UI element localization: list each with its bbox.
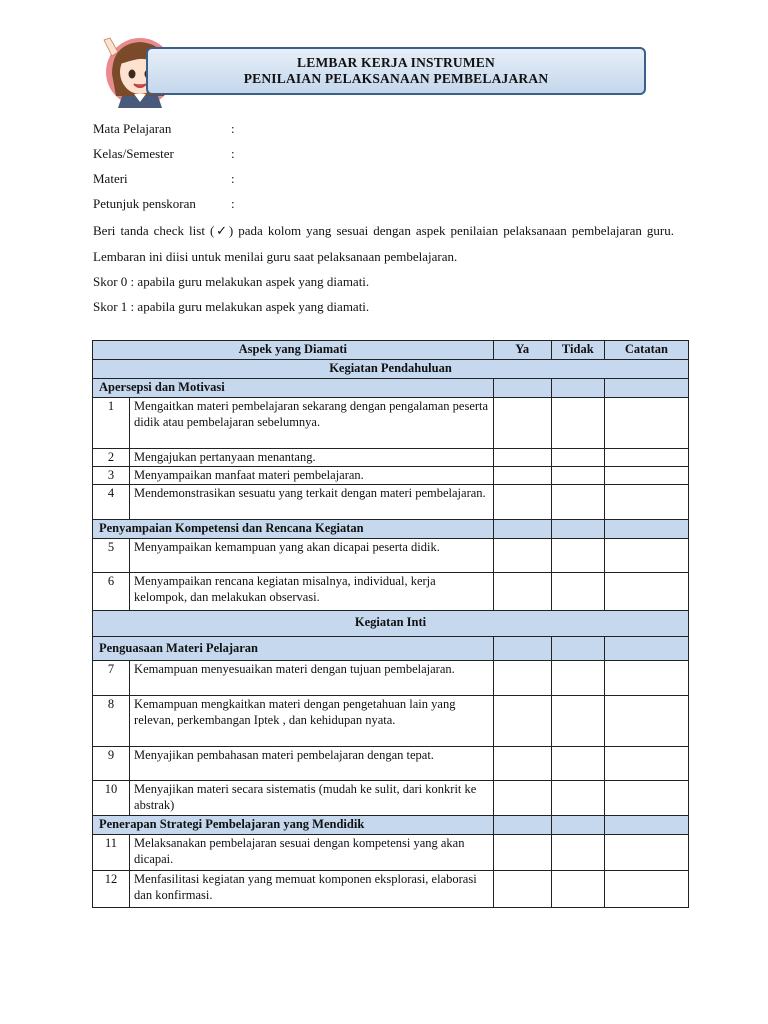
tidak-cell[interactable] xyxy=(551,467,604,485)
ya-cell[interactable] xyxy=(493,696,551,747)
tidak-cell[interactable] xyxy=(551,573,604,611)
tidak-cell[interactable] xyxy=(551,696,604,747)
item-number: 7 xyxy=(93,661,130,696)
header-ya: Ya xyxy=(493,341,551,360)
subsection-row xyxy=(93,379,689,398)
title-line-2: PENILAIAN PELAKSANAAN PEMBELAJARAN xyxy=(243,71,549,86)
ya-cell[interactable] xyxy=(493,379,551,398)
ya-cell[interactable] xyxy=(493,835,551,871)
section-title: Kegiatan Pendahuluan xyxy=(93,360,689,379)
tidak-cell[interactable] xyxy=(551,520,604,539)
subsection-row xyxy=(93,816,689,835)
table-row xyxy=(93,835,689,871)
item-text: Mendemonstrasikan sesuatu yang terkait dengan materi pembelajaran. xyxy=(130,485,494,520)
ya-cell[interactable] xyxy=(493,539,551,573)
catatan-cell[interactable] xyxy=(604,520,688,539)
ya-cell[interactable] xyxy=(493,449,551,467)
catatan-cell[interactable] xyxy=(604,637,688,661)
item-text: Menyampaikan kemampuan yang akan dicapai peserta didik. xyxy=(130,539,494,573)
field-separator: : xyxy=(231,196,235,211)
field-kelas-semester xyxy=(93,144,675,169)
tidak-cell[interactable] xyxy=(551,485,604,520)
ya-cell[interactable] xyxy=(493,747,551,781)
ya-cell[interactable] xyxy=(493,467,551,485)
subsection-row xyxy=(93,520,689,539)
catatan-cell[interactable] xyxy=(604,573,688,611)
catatan-cell[interactable] xyxy=(604,398,688,449)
section-row xyxy=(93,611,689,637)
table-row xyxy=(93,467,689,485)
item-number: 8 xyxy=(93,696,130,747)
ya-cell[interactable] xyxy=(493,661,551,696)
tidak-cell[interactable] xyxy=(551,781,604,816)
table-row xyxy=(93,573,689,611)
catatan-cell[interactable] xyxy=(604,449,688,467)
item-number: 5 xyxy=(93,539,130,573)
item-number: 1 xyxy=(93,398,130,449)
subsection-title: Penguasaan Materi Pelajaran xyxy=(93,637,494,661)
subsection-row xyxy=(93,637,689,661)
table-row xyxy=(93,696,689,747)
title-banner xyxy=(146,47,646,95)
ya-cell[interactable] xyxy=(493,816,551,835)
table-row xyxy=(93,449,689,467)
ya-cell[interactable] xyxy=(493,520,551,539)
item-text: Melaksanakan pembelajaran sesuai dengan kompetensi yang akan dicapai. xyxy=(130,835,494,871)
instruction-paragraph: Beri tanda check list (✓) pada kolom yang sesuai dengan aspek penilaian pelaksanaan pembelajaran guru. Lembaran ini diisi untuk menilai guru saat pelaksanaan pembelajaran. xyxy=(93,223,674,264)
catatan-cell[interactable] xyxy=(604,467,688,485)
item-number: 3 xyxy=(93,467,130,485)
catatan-cell[interactable] xyxy=(604,871,688,908)
tidak-cell[interactable] xyxy=(551,539,604,573)
item-text: Mengajukan pertanyaan menantang. xyxy=(130,449,494,467)
ya-cell[interactable] xyxy=(493,637,551,661)
item-text: Kemampuan mengkaitkan materi dengan pengetahuan lain yang relevan, perkembangan Iptek , dan kehidupan nyata. xyxy=(130,696,494,747)
tidak-cell[interactable] xyxy=(551,871,604,908)
tidak-cell[interactable] xyxy=(551,835,604,871)
title-line-1: LEMBAR KERJA INSTRUMEN xyxy=(297,55,495,70)
table-row xyxy=(93,871,689,908)
field-separator: : xyxy=(231,171,235,186)
field-separator: : xyxy=(231,121,235,136)
info-fields xyxy=(93,119,675,219)
score-1-text: Skor 1 : apabila guru melakukan aspek yang diamati. xyxy=(93,299,370,314)
catatan-cell[interactable] xyxy=(604,661,688,696)
item-number: 2 xyxy=(93,449,130,467)
item-number: 4 xyxy=(93,485,130,520)
subsection-title: Penerapan Strategi Pembelajaran yang Mendidik xyxy=(93,816,494,835)
item-text: Mengaitkan materi pembelajaran sekarang dengan pengalaman peserta didik atau pembelajaran sebelumnya. xyxy=(130,398,494,449)
score-0-text: Skor 0 : apabila guru melakukan aspek yang diamati. xyxy=(93,274,370,289)
item-text: Menfasilitasi kegiatan yang memuat komponen eksplorasi, elaborasi dan konfirmasi. xyxy=(130,871,494,908)
ya-cell[interactable] xyxy=(493,485,551,520)
item-number: 9 xyxy=(93,747,130,781)
tidak-cell[interactable] xyxy=(551,747,604,781)
catatan-cell[interactable] xyxy=(604,485,688,520)
field-petunjuk-penskoran xyxy=(93,194,675,219)
tidak-cell[interactable] xyxy=(551,661,604,696)
item-number: 12 xyxy=(93,871,130,908)
tidak-cell[interactable] xyxy=(551,637,604,661)
ya-cell[interactable] xyxy=(493,398,551,449)
catatan-cell[interactable] xyxy=(604,816,688,835)
table-row xyxy=(93,398,689,449)
table-header-row xyxy=(93,341,689,360)
field-label: Kelas/Semester xyxy=(93,146,174,161)
item-text: Menyampaikan rencana kegiatan misalnya, individual, kerja kelompok, dan melakukan observasi. xyxy=(130,573,494,611)
item-text: Menyajikan pembahasan materi pembelajaran dengan tepat. xyxy=(130,747,494,781)
ya-cell[interactable] xyxy=(493,781,551,816)
catatan-cell[interactable] xyxy=(604,379,688,398)
catatan-cell[interactable] xyxy=(604,781,688,816)
table-row xyxy=(93,539,689,573)
item-number: 6 xyxy=(93,573,130,611)
tidak-cell[interactable] xyxy=(551,398,604,449)
catatan-cell[interactable] xyxy=(604,539,688,573)
section-title: Kegiatan Inti xyxy=(93,611,689,637)
table-row xyxy=(93,747,689,781)
tidak-cell[interactable] xyxy=(551,379,604,398)
item-text: Kemampuan menyesuaikan materi dengan tujuan pembelajaran. xyxy=(130,661,494,696)
header-aspek: Aspek yang Diamati xyxy=(93,341,494,360)
tidak-cell[interactable] xyxy=(551,449,604,467)
header-catatan: Catatan xyxy=(604,341,688,360)
tidak-cell[interactable] xyxy=(551,816,604,835)
table-row xyxy=(93,661,689,696)
field-label: Mata Pelajaran xyxy=(93,121,172,136)
item-text: Menyajikan materi secara sistematis (mudah ke sulit, dari konkrit ke abstrak) xyxy=(130,781,494,816)
field-materi xyxy=(93,169,675,194)
catatan-cell[interactable] xyxy=(604,747,688,781)
item-number: 10 xyxy=(93,781,130,816)
item-number: 11 xyxy=(93,835,130,871)
table-row xyxy=(93,485,689,520)
field-label: Petunjuk penskoran xyxy=(93,196,196,211)
field-label: Materi xyxy=(93,171,128,186)
header-tidak: Tidak xyxy=(551,341,604,360)
assessment-table xyxy=(92,340,689,908)
field-mata-pelajaran xyxy=(93,119,675,144)
subsection-title: Apersepsi dan Motivasi xyxy=(93,379,494,398)
catatan-cell[interactable] xyxy=(604,835,688,871)
field-separator: : xyxy=(231,146,235,161)
table-row xyxy=(93,781,689,816)
section-row xyxy=(93,360,689,379)
ya-cell[interactable] xyxy=(493,871,551,908)
subsection-title: Penyampaian Kompetensi dan Rencana Kegiatan xyxy=(93,520,494,539)
ya-cell[interactable] xyxy=(493,573,551,611)
catatan-cell[interactable] xyxy=(604,696,688,747)
item-text: Menyampaikan manfaat materi pembelajaran. xyxy=(130,467,494,485)
